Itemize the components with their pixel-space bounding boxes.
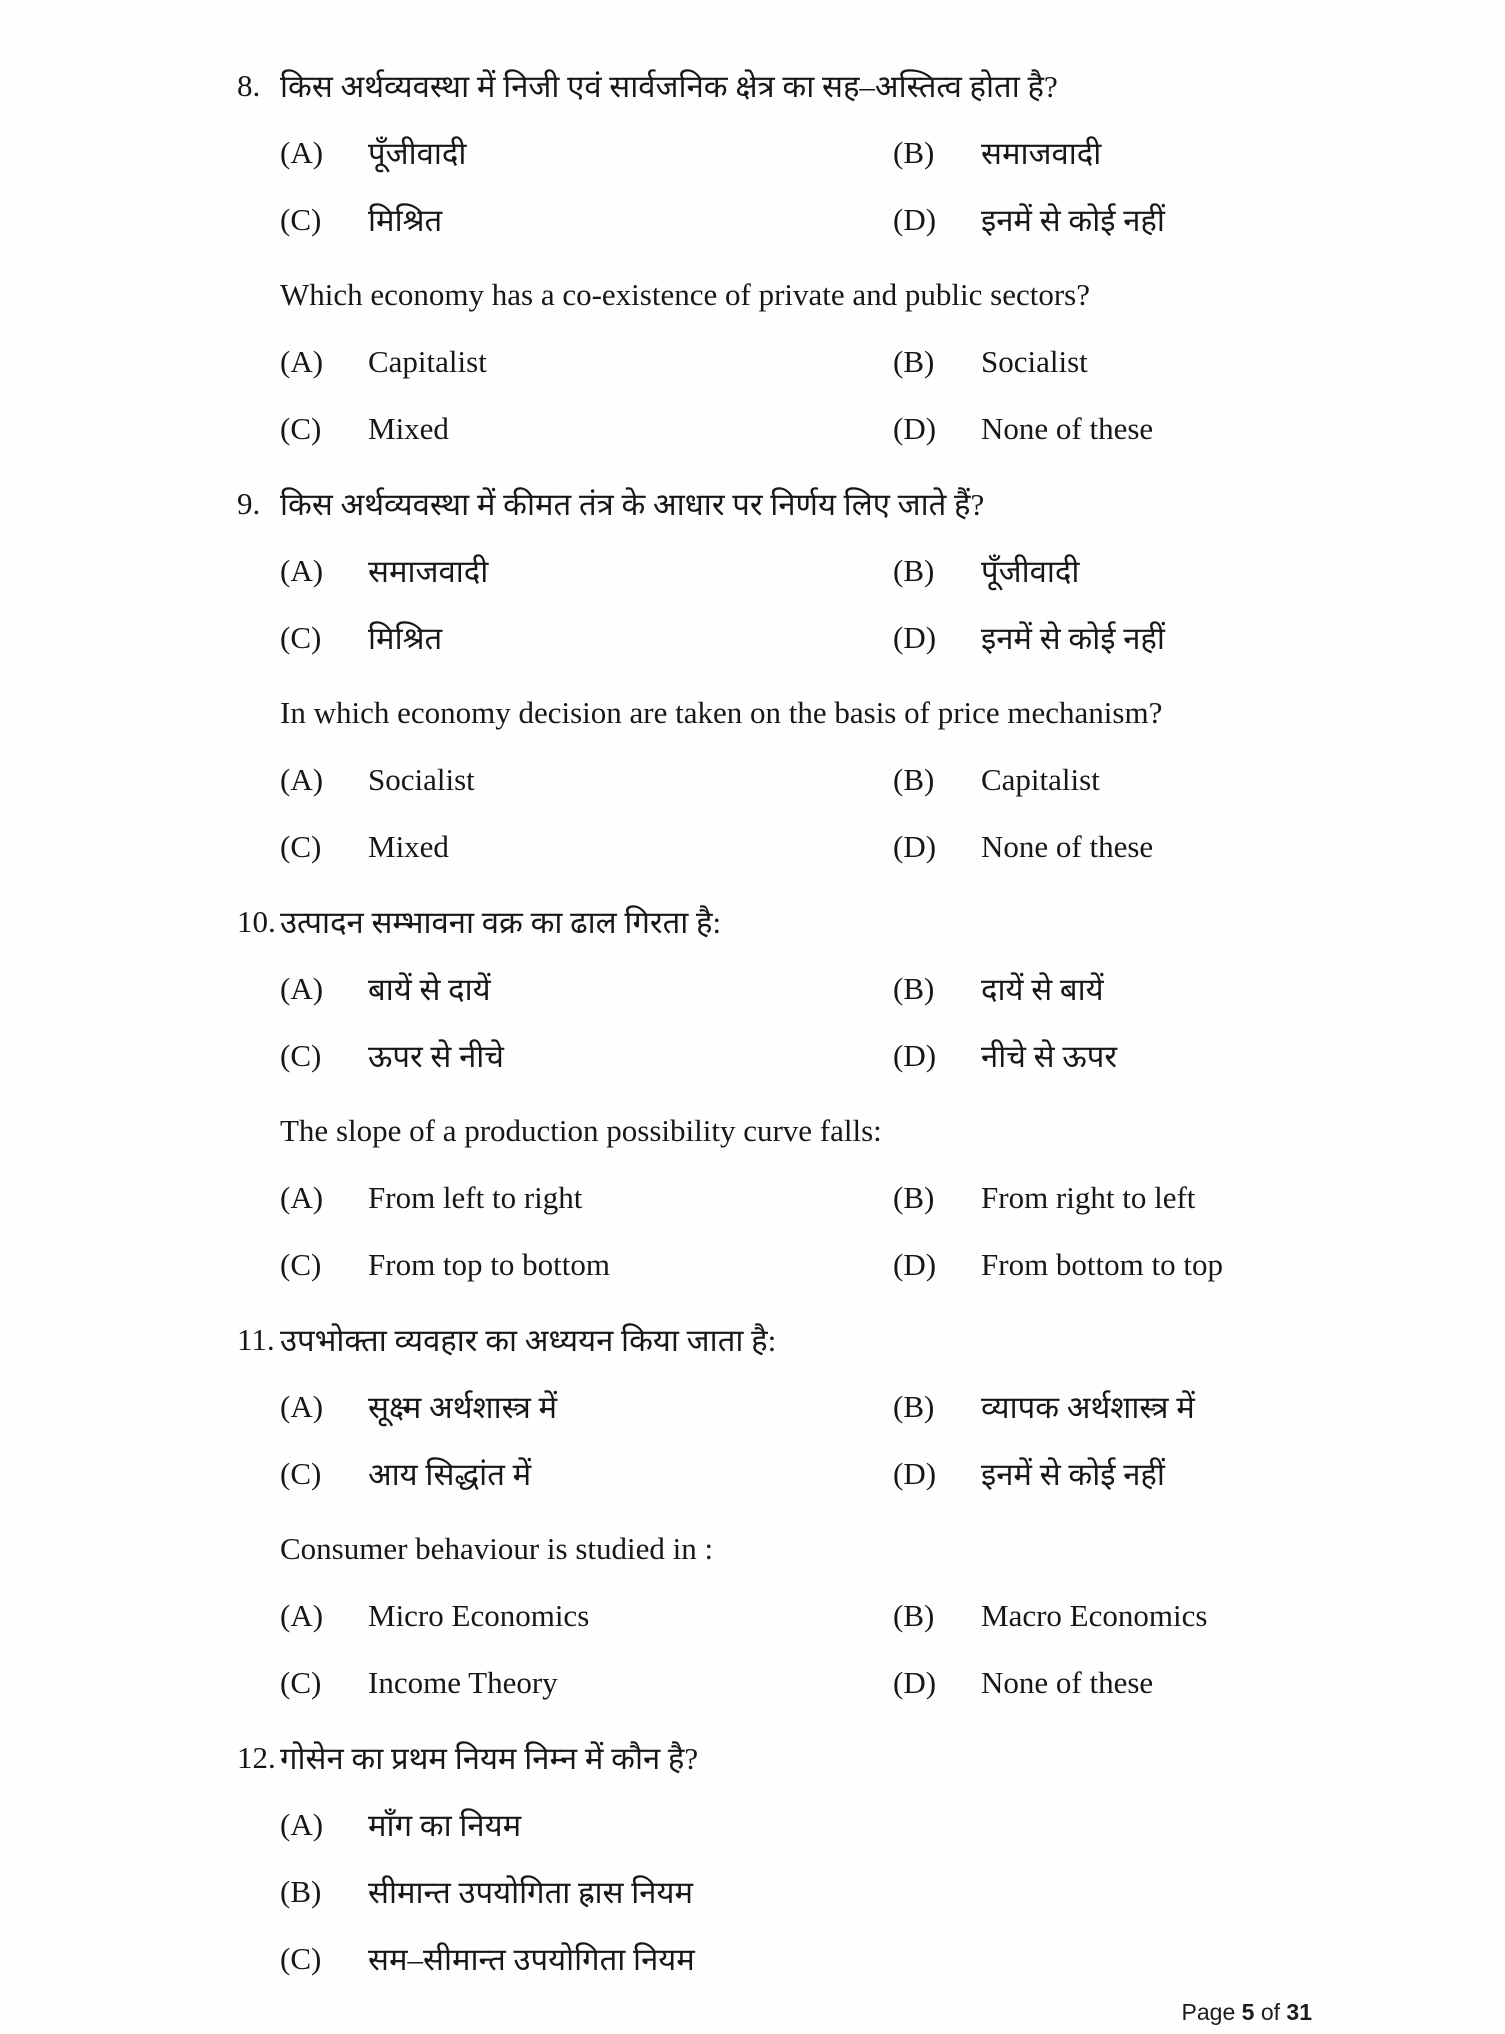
option-letter: (A): [280, 1806, 324, 1842]
option-c: [280, 1022, 893, 1089]
question-text-hindi: किस अर्थव्यवस्था में कीमत तंत्र के आधार पर निर्णय लिए जाते हैं?: [280, 486, 985, 522]
option-a: [280, 746, 893, 813]
question-12-option-c-row: [237, 1925, 1475, 1992]
question-number: 8.: [237, 67, 261, 103]
question-11-hindi-options-cd: [237, 1440, 1475, 1507]
page-footer: [1182, 1999, 1312, 2026]
question-8-hindi-options-ab: [237, 119, 1475, 186]
option-letter: (D): [893, 201, 937, 237]
question-9-hindi-options-ab: [237, 537, 1475, 604]
option-letter: (C): [280, 828, 322, 864]
question-12-option-b-row: [237, 1858, 1475, 1925]
question-9-hindi-options-cd: [237, 604, 1475, 671]
option-letter: (B): [893, 970, 935, 1006]
option-text: Micro Economics: [368, 1597, 590, 1633]
option-text: इनमें से कोई नहीं: [981, 202, 1165, 238]
option-text: पूँजीवादी: [981, 553, 1080, 589]
option-d: [893, 1649, 1475, 1716]
option-letter: (B): [893, 1597, 935, 1633]
option-text: मिश्रित: [368, 620, 443, 656]
option-b: [893, 746, 1475, 813]
option-text: From top to bottom: [368, 1246, 610, 1282]
option-letter: (B): [893, 134, 935, 170]
option-letter: (D): [893, 828, 937, 864]
question-text-english: Consumer behaviour is studied in :: [280, 1530, 714, 1566]
option-letter: (D): [893, 1455, 937, 1491]
option-text: आय सिद्धांत में: [368, 1456, 532, 1492]
option-letter: (C): [280, 1940, 322, 1976]
option-text: Socialist: [368, 761, 475, 797]
question-8-english-options-cd: [237, 395, 1475, 462]
option-letter: (D): [893, 410, 937, 446]
option-b: [893, 1582, 1475, 1649]
option-letter: (C): [280, 201, 322, 237]
question-11-english-options-ab: [237, 1582, 1475, 1649]
question-10-english-options-ab: [237, 1164, 1475, 1231]
option-text: सम–सीमान्त उपयोगिता नियम: [368, 1941, 695, 1977]
option-letter: (D): [893, 1037, 937, 1073]
option-letter: (B): [280, 1873, 322, 1909]
option-c: [280, 604, 893, 671]
question-8-english-row: [237, 261, 1475, 328]
option-text: नीचे से ऊपर: [981, 1038, 1117, 1074]
option-letter: (C): [280, 1455, 322, 1491]
question-10-hindi-options-ab: [237, 955, 1475, 1022]
option-d: [893, 1231, 1475, 1298]
option-a: [280, 1164, 893, 1231]
option-text: दायें से बायें: [981, 971, 1104, 1007]
page-number: 5: [1241, 1999, 1255, 2025]
question-text-hindi: किस अर्थव्यवस्था में निजी एवं सार्वजनिक क्षेत्र का सह–अस्तित्व होता है?: [280, 68, 1058, 104]
question-number: 11.: [237, 1321, 275, 1357]
question-number: 12.: [237, 1739, 276, 1775]
question-11-hindi-row: [237, 1306, 1475, 1373]
option-text: Mixed: [368, 828, 449, 864]
option-letter: (B): [893, 343, 935, 379]
option-c: [280, 395, 893, 462]
option-letter: (A): [280, 1179, 324, 1215]
option-letter: (B): [893, 761, 935, 797]
question-8-hindi-options-cd: [237, 186, 1475, 253]
option-text: From left to right: [368, 1179, 583, 1215]
question-9-english-options-ab: [237, 746, 1475, 813]
option-text: Income Theory: [368, 1664, 558, 1700]
question-12-option-a-row: [237, 1791, 1475, 1858]
option-text: पूँजीवादी: [368, 135, 467, 171]
option-letter: (C): [280, 619, 322, 655]
option-b: [893, 955, 1475, 1022]
option-text: None of these: [981, 1664, 1154, 1700]
option-text: मिश्रित: [368, 202, 443, 238]
option-letter: (A): [280, 1388, 324, 1424]
question-text-english: Which economy has a co-existence of private and public sectors?: [280, 276, 1090, 312]
option-text: बायें से दायें: [368, 971, 491, 1007]
option-a: [280, 119, 893, 186]
option-b: [280, 1858, 893, 1925]
option-b: [893, 1164, 1475, 1231]
option-text: None of these: [981, 410, 1154, 446]
option-letter: (A): [280, 1597, 324, 1633]
option-letter: (C): [280, 410, 322, 446]
option-d: [893, 1440, 1475, 1507]
option-letter: (B): [893, 1179, 935, 1215]
option-a: [280, 955, 893, 1022]
option-b: [893, 119, 1475, 186]
question-text-hindi: उपभोक्ता व्यवहार का अध्ययन किया जाता है:: [280, 1322, 777, 1358]
question-12-hindi-row: [237, 1724, 1475, 1791]
option-b: [893, 1373, 1475, 1440]
option-text: From bottom to top: [981, 1246, 1223, 1282]
question-text-english: The slope of a production possibility curve falls:: [280, 1112, 882, 1148]
option-c: [280, 1649, 893, 1716]
option-text: सीमान्त उपयोगिता ह्रास नियम: [368, 1874, 694, 1910]
question-9-hindi-row: [237, 470, 1475, 537]
question-11-hindi-options-ab: [237, 1373, 1475, 1440]
question-8-hindi-row: [237, 52, 1475, 119]
option-letter: (A): [280, 552, 324, 588]
option-c: [280, 1231, 893, 1298]
option-a: [280, 1373, 893, 1440]
option-a: [280, 537, 893, 604]
option-d: [893, 813, 1475, 880]
option-text: समाजवादी: [368, 553, 489, 589]
option-text: Capitalist: [368, 343, 487, 379]
question-text-hindi: उत्पादन सम्भावना वक्र का ढाल गिरता है:: [280, 904, 722, 940]
option-text: From right to left: [981, 1179, 1196, 1215]
option-d: [893, 395, 1475, 462]
option-text: Macro Economics: [981, 1597, 1208, 1633]
option-text: समाजवादी: [981, 135, 1102, 171]
option-letter: (A): [280, 343, 324, 379]
option-letter: (D): [893, 1246, 937, 1282]
option-letter: (A): [280, 761, 324, 797]
option-letter: (C): [280, 1246, 322, 1282]
option-text: ऊपर से नीचे: [368, 1038, 504, 1074]
question-11-english-row: [237, 1515, 1475, 1582]
option-c: [280, 813, 893, 880]
option-letter: (B): [893, 552, 935, 588]
option-text: इनमें से कोई नहीं: [981, 1456, 1165, 1492]
option-a: [280, 1791, 893, 1858]
question-number: 9.: [237, 485, 261, 521]
question-number: 10.: [237, 903, 276, 939]
question-11-english-options-cd: [237, 1649, 1475, 1716]
option-text: None of these: [981, 828, 1154, 864]
question-10-english-options-cd: [237, 1231, 1475, 1298]
option-letter: (D): [893, 619, 937, 655]
option-text: माँग का नियम: [368, 1807, 522, 1843]
question-10-hindi-options-cd: [237, 1022, 1475, 1089]
option-letter: (C): [280, 1664, 322, 1700]
option-text: सूक्ष्म अर्थशास्त्र में: [368, 1389, 558, 1425]
option-text: Capitalist: [981, 761, 1100, 797]
question-9-english-row: [237, 679, 1475, 746]
question-text-english: In which economy decision are taken on the basis of price mechanism?: [280, 694, 1163, 730]
option-letter: (C): [280, 1037, 322, 1073]
option-a: [280, 328, 893, 395]
option-c: [280, 1440, 893, 1507]
total-pages: 31: [1286, 1999, 1312, 2025]
option-letter: (B): [893, 1388, 935, 1424]
question-10-hindi-row: [237, 888, 1475, 955]
option-d: [893, 1022, 1475, 1089]
option-letter: (A): [280, 134, 324, 170]
question-8-english-options-ab: [237, 328, 1475, 395]
page-label: Page: [1181, 1999, 1236, 2025]
option-letter: (D): [893, 1664, 937, 1700]
question-9-english-options-cd: [237, 813, 1475, 880]
option-c: [280, 1925, 893, 1992]
option-b: [893, 537, 1475, 604]
question-text-hindi: गोसेन का प्रथम नियम निम्न में कौन है?: [280, 1740, 699, 1776]
option-text: Socialist: [981, 343, 1088, 379]
question-10-english-row: [237, 1097, 1475, 1164]
option-text: इनमें से कोई नहीं: [981, 620, 1165, 656]
of-label: of: [1260, 1999, 1281, 2025]
option-text: Mixed: [368, 410, 449, 446]
option-b: [893, 328, 1475, 395]
option-text: व्यापक अर्थशास्त्र में: [981, 1389, 1195, 1425]
option-a: [280, 1582, 893, 1649]
option-d: [893, 186, 1475, 253]
option-c: [280, 186, 893, 253]
option-d: [893, 604, 1475, 671]
option-letter: (A): [280, 970, 324, 1006]
